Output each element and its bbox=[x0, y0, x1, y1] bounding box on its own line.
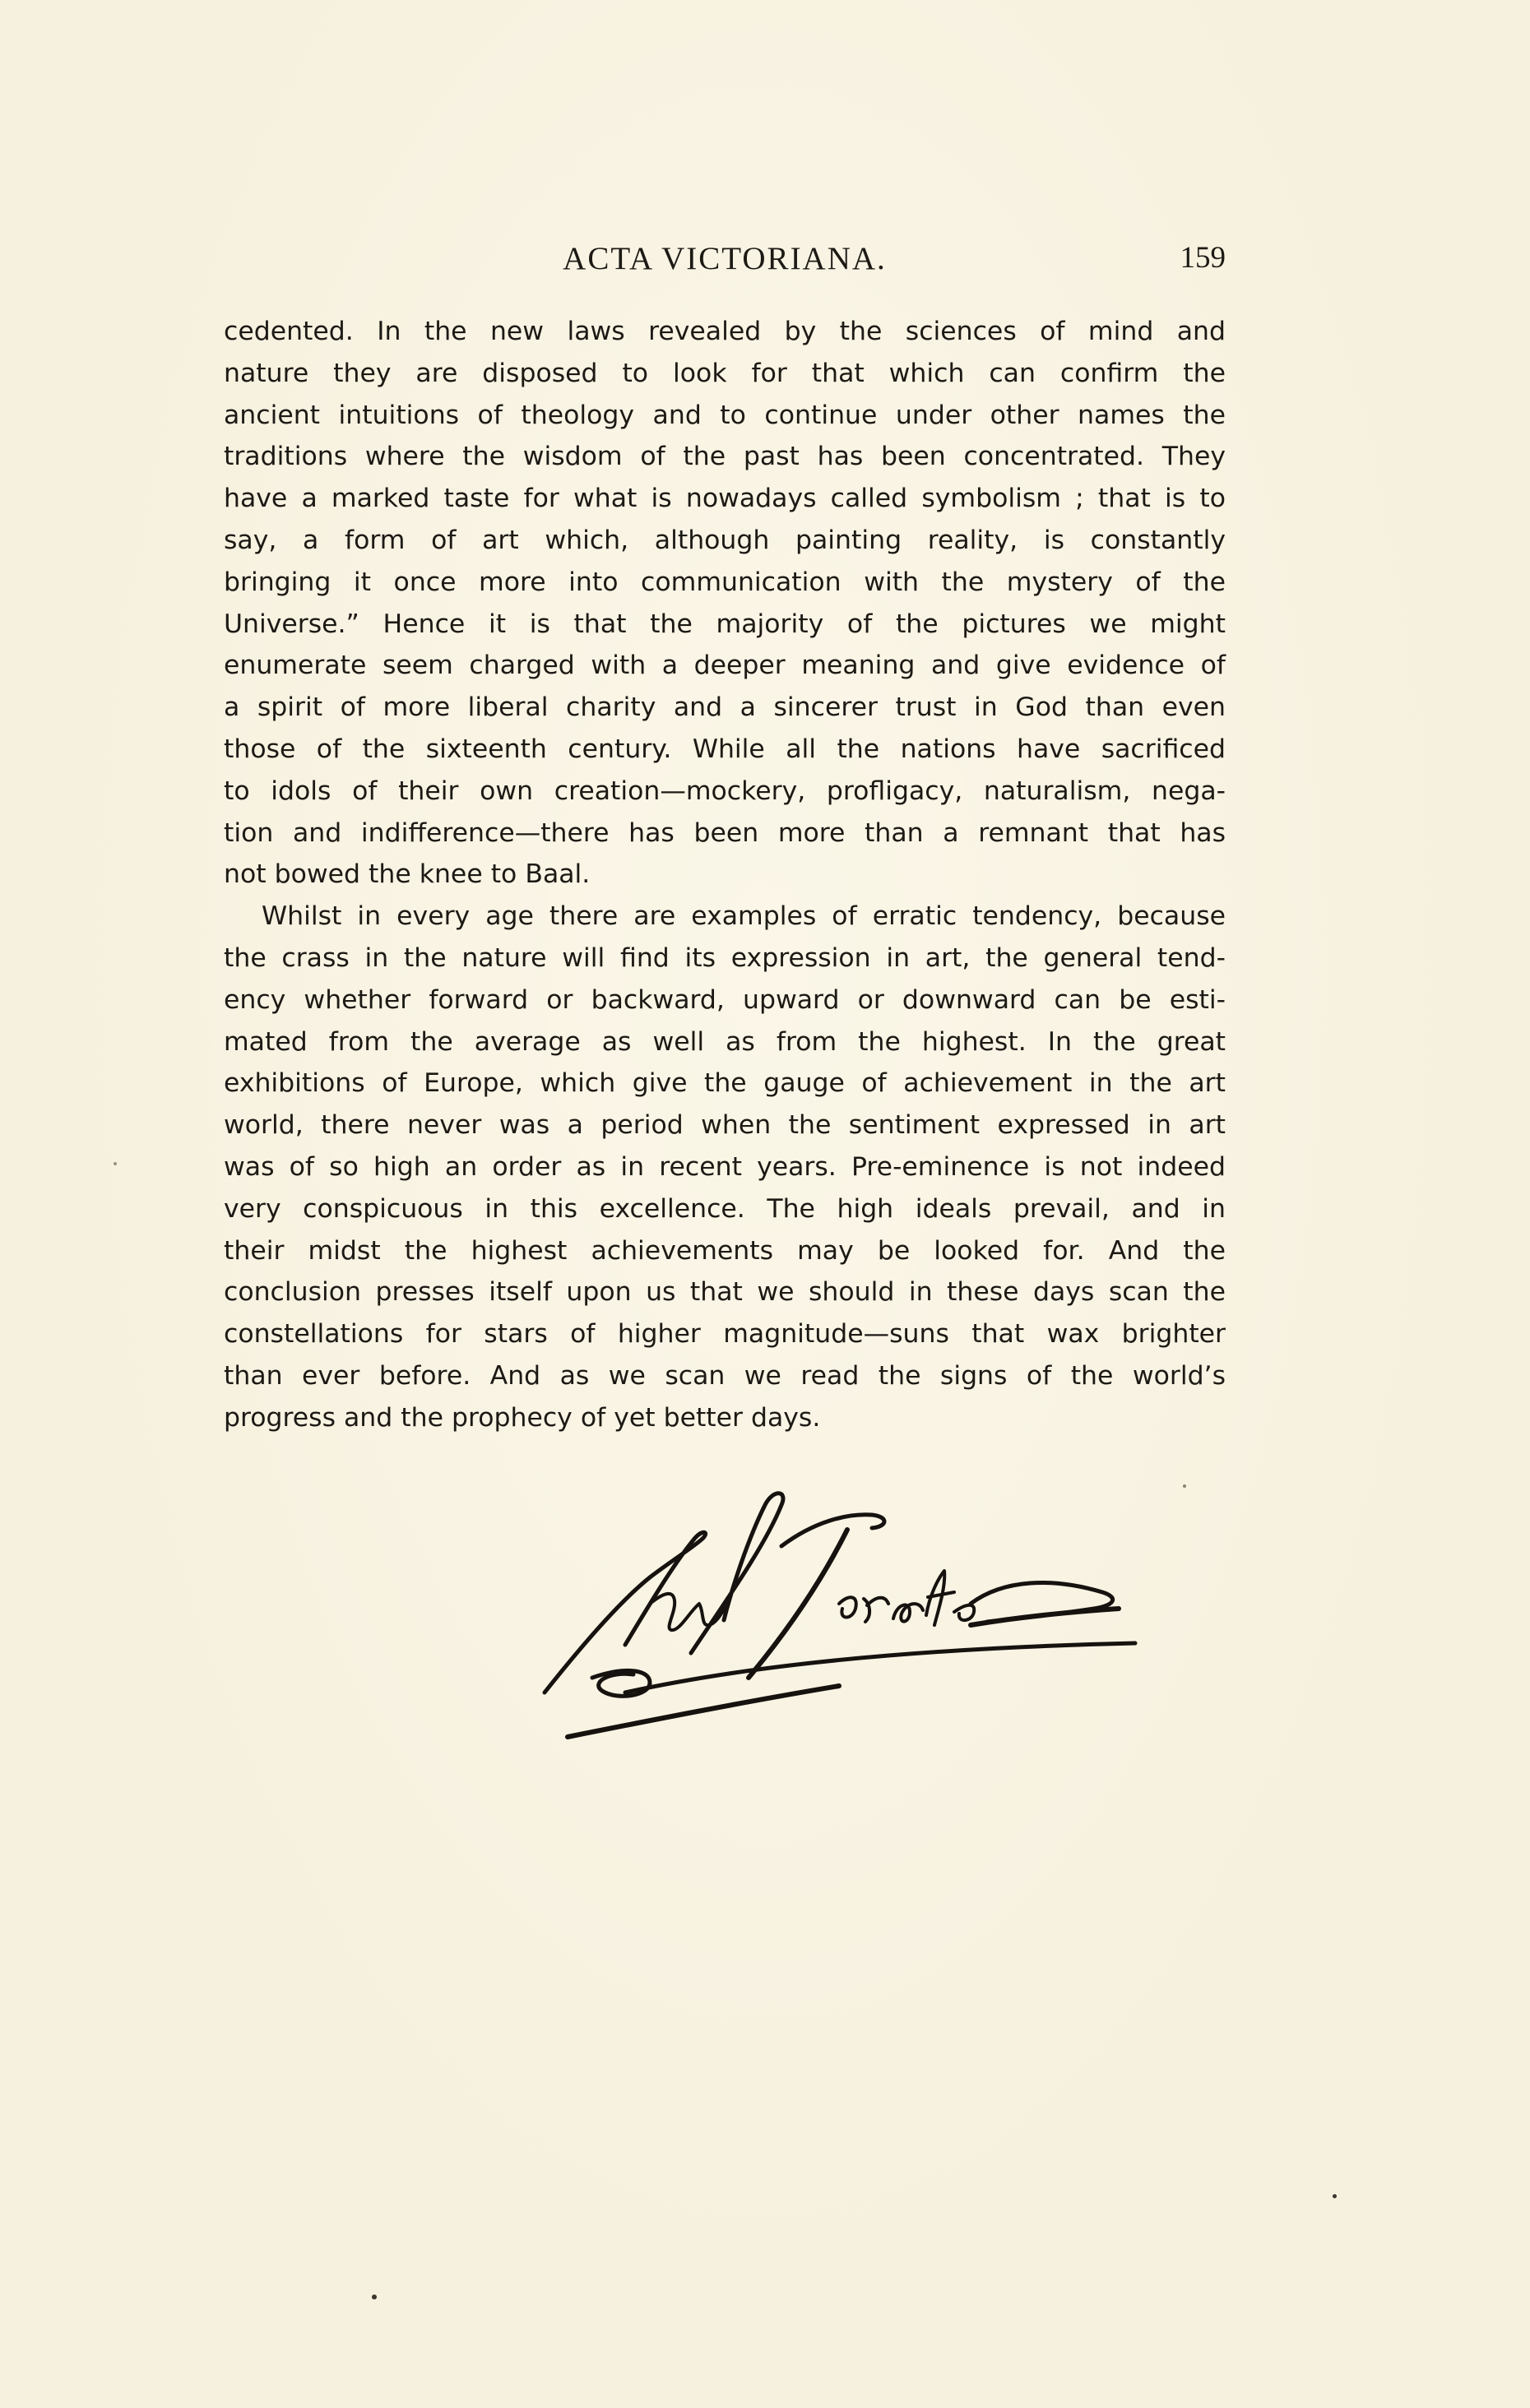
text-line: constellations for stars of higher magnitude—suns that wax brighter bbox=[224, 1319, 1226, 1350]
paper-speck bbox=[1333, 2194, 1337, 2198]
text-line: nature they are disposed to look for that which can confirm the bbox=[224, 358, 1226, 388]
text-line: exhibitions of Europe, which give the gauge of achievement in the art bbox=[224, 1068, 1226, 1099]
page-number: 159 bbox=[1180, 241, 1226, 275]
text-line: ency whether forward or backward, upward or downward can be esti- bbox=[224, 984, 1226, 1015]
text-line: Universe.” Hence it is that the majority of the pictures we might bbox=[224, 609, 1226, 639]
text-line: mated from the average as well as from the highest. In the great bbox=[224, 1026, 1226, 1057]
body-text bbox=[224, 311, 1226, 1439]
paper-speck bbox=[114, 1162, 117, 1165]
text-line: the crass in the nature will find its expression in art, the general tend- bbox=[224, 942, 1226, 973]
paper-speck bbox=[372, 2295, 377, 2299]
text-line: Whilst in every age there are examples of erratic tendency, because bbox=[262, 901, 1226, 932]
paragraph-2 bbox=[224, 896, 1226, 1438]
text-line: their midst the highest achievements may be looked for. And the bbox=[224, 1235, 1226, 1266]
text-line: traditions where the wisdom of the past has been concentrated. They bbox=[224, 442, 1226, 472]
signature-drawing bbox=[526, 1480, 1185, 1776]
text-line: than ever before. And as we scan we read the signs of the world’s bbox=[224, 1360, 1226, 1391]
text-line: say, a form of art which, although painting reality, is constantly bbox=[224, 525, 1226, 555]
text-line: to idols of their own creation—mockery, profligacy, naturalism, nega- bbox=[224, 776, 1226, 806]
text-line: cedented. In the new laws revealed by the sciences of mind and bbox=[224, 317, 1226, 346]
text-line: world, there never was a period when the sentiment expressed in art bbox=[224, 1110, 1226, 1141]
text-line: tion and indifference—there has been more than a remnant that has bbox=[224, 817, 1226, 848]
text-line: a spirit of more liberal charity and a sincerer trust in God than even bbox=[224, 692, 1226, 723]
text-line: bringing it once more into communication with the mystery of the bbox=[224, 567, 1226, 597]
author-signature bbox=[526, 1480, 1185, 1776]
running-title: ACTA VICTORIANA. bbox=[563, 241, 887, 276]
text-line: conclusion presses itself upon us that we should in these days scan the bbox=[224, 1277, 1226, 1308]
running-head bbox=[224, 240, 1226, 281]
text-line: progress and the prophecy of yet better days. bbox=[224, 1402, 821, 1433]
text-line: very conspicuous in this excellence. The high ideals prevail, and in bbox=[224, 1193, 1226, 1224]
text-line: enumerate seem charged with a deeper meaning and give evidence of bbox=[224, 651, 1226, 681]
text-line: those of the sixteenth century. While all the nations have sacrificed bbox=[224, 734, 1226, 764]
paper-speck bbox=[1183, 1484, 1186, 1488]
text-line: ancient intuitions of theology and to continue under other names the bbox=[224, 400, 1226, 430]
paragraph-1 bbox=[224, 311, 1226, 896]
text-line: not bowed the knee to Baal. bbox=[224, 859, 591, 890]
text-line: have a marked taste for what is nowadays called symbolism ; that is to bbox=[224, 484, 1226, 514]
text-line: was of so high an order as in recent years. Pre-eminence is not indeed bbox=[224, 1151, 1226, 1182]
